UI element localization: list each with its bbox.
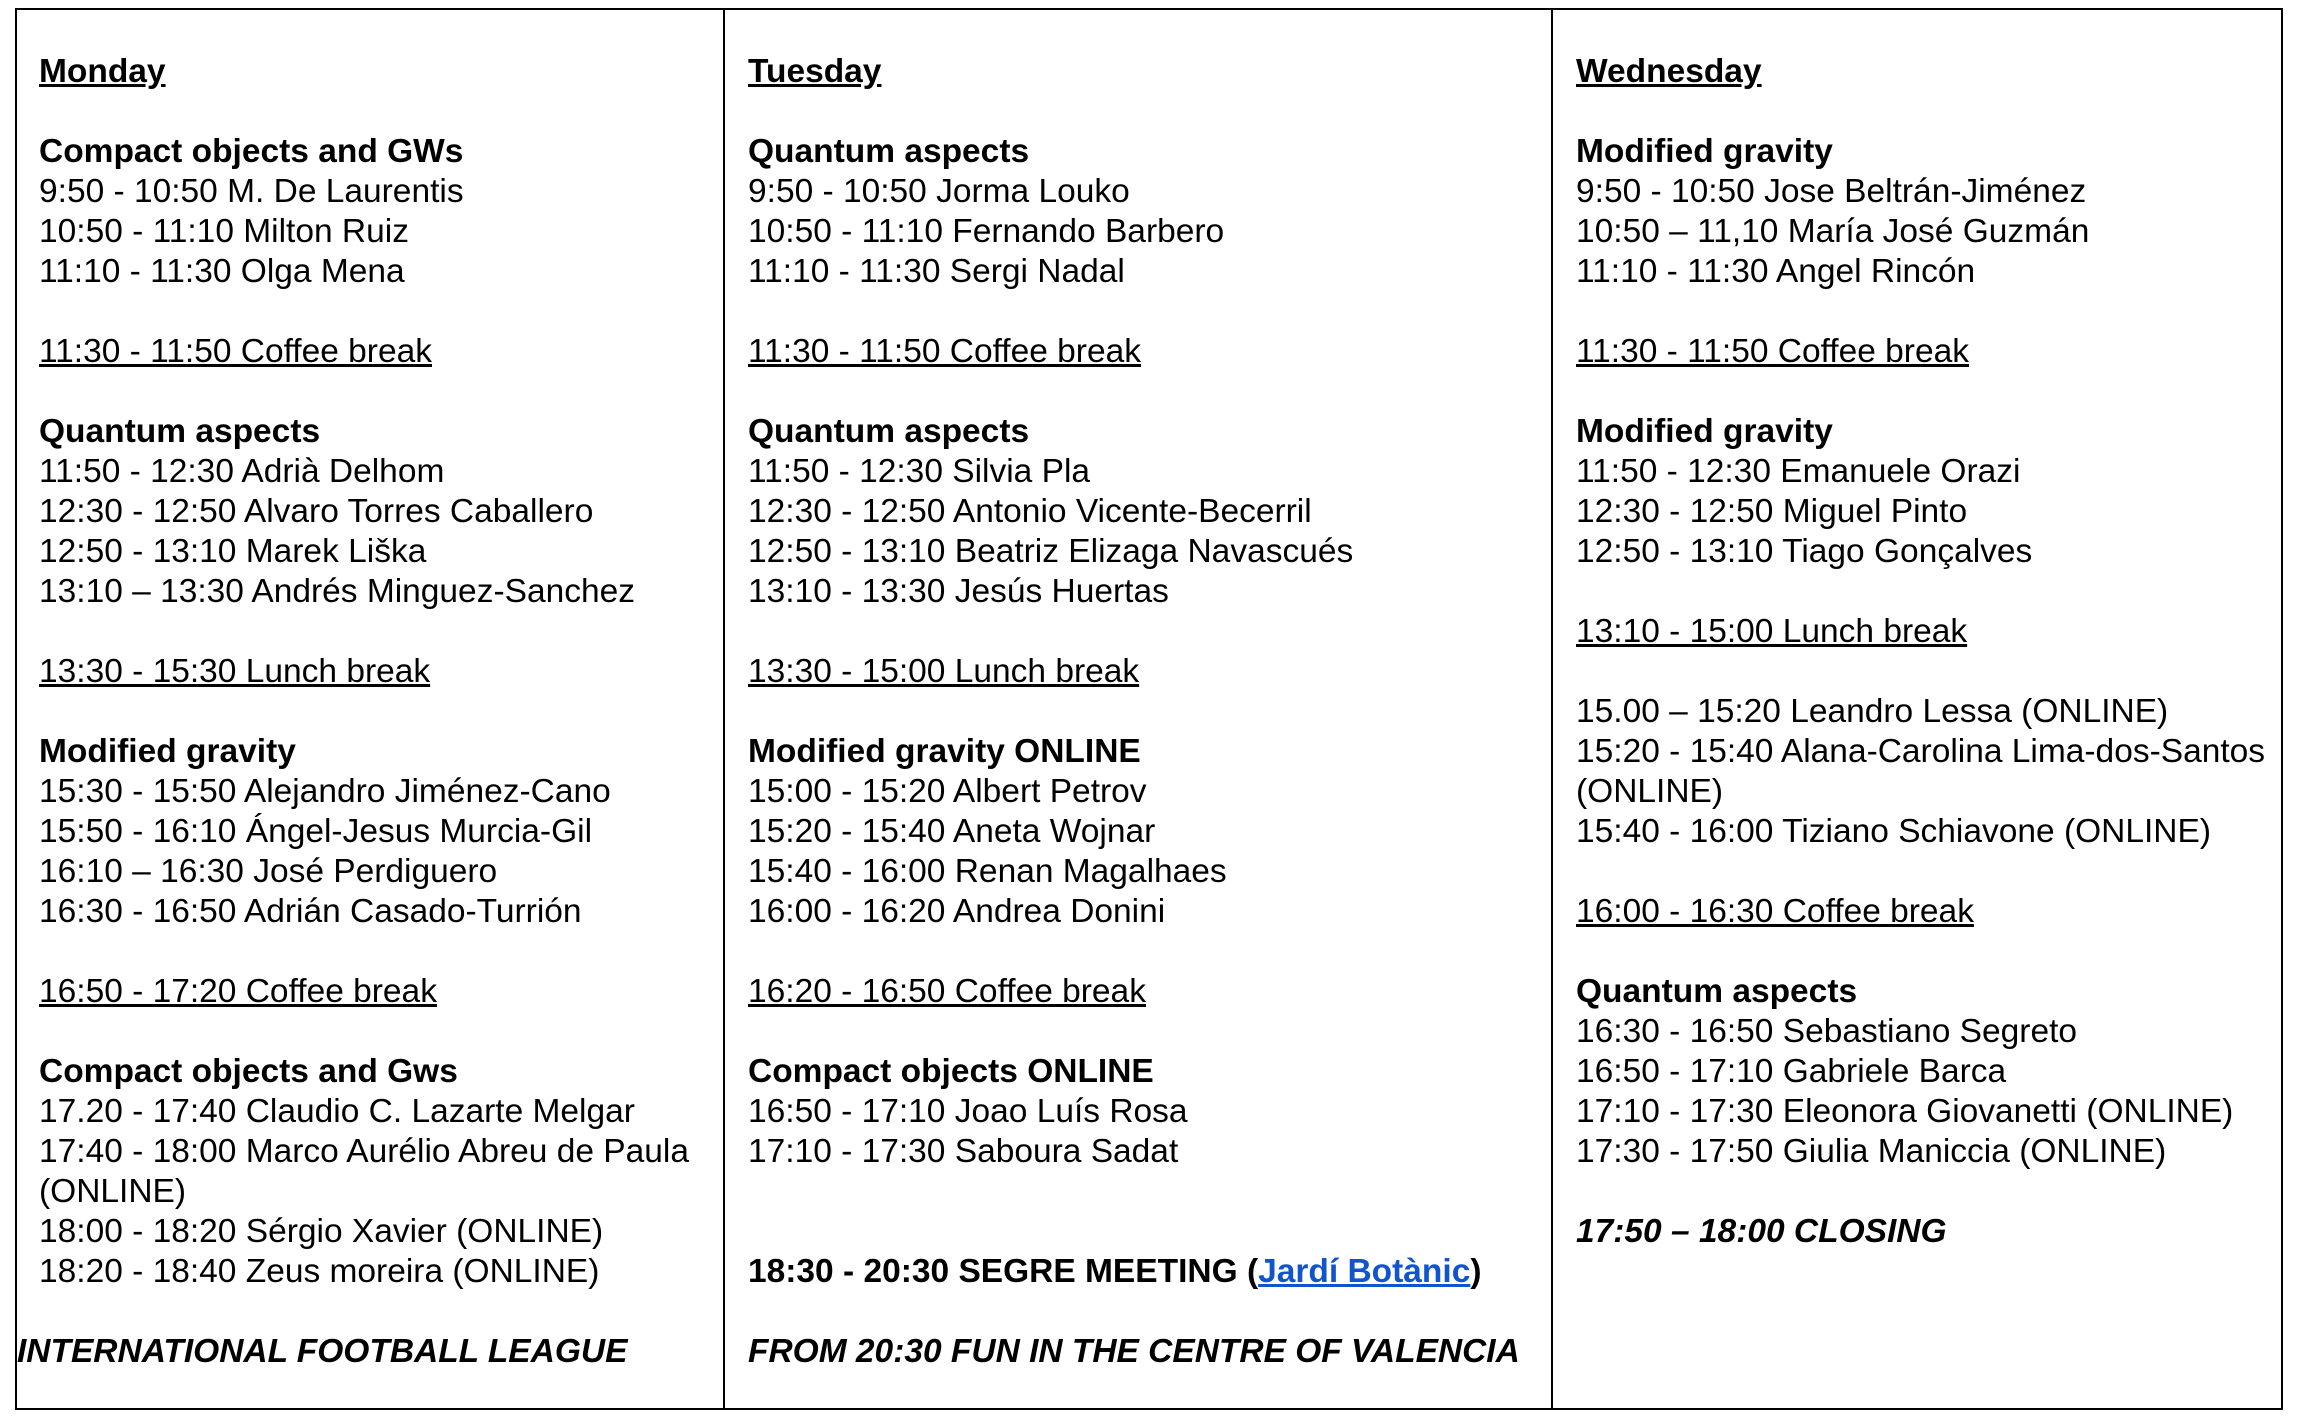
talk-item: 17:10 - 17:30 Saboura Sadat <box>748 1133 1179 1170</box>
talk-item: 12:30 - 12:50 Miguel Pinto <box>1576 493 1968 530</box>
segre-meeting <box>748 1252 1543 1292</box>
session-title: Quantum aspects <box>1576 973 1858 1010</box>
talk-item: 17:30 - 17:50 Giulia Maniccia (ONLINE) <box>1576 1133 2167 1170</box>
talk-item: 16:50 - 17:10 Gabriele Barca <box>1576 1053 2007 1090</box>
session-title: Modified gravity ONLINE <box>748 733 1141 770</box>
talk-item: 15:50 - 16:10 Ángel-Jesus Murcia-Gil <box>39 813 593 850</box>
break-item: 11:30 - 11:50 Coffee break <box>1576 333 1969 370</box>
talk-item: 17:10 - 17:30 Eleonora Giovanetti (ONLINE) <box>1576 1093 2234 1130</box>
session-title: Modified gravity <box>1576 413 1833 450</box>
talk-item: 12:50 - 13:10 Marek Liška <box>39 533 427 570</box>
monday-column <box>17 10 723 1408</box>
talk-item: 15:40 - 16:00 Renan Magalhaes <box>748 853 1227 890</box>
session-title: Modified gravity <box>1576 133 1833 170</box>
break-item: 13:30 - 15:00 Lunch break <box>748 653 1140 690</box>
day-heading: Monday <box>39 53 166 90</box>
session-title: Quantum aspects <box>748 133 1030 170</box>
session-title: Quantum aspects <box>39 413 321 450</box>
talk-item: 16:10 – 16:30 José Perdiguero <box>39 853 498 890</box>
talk-item: 13:10 - 13:30 Jesús Huertas <box>748 573 1169 610</box>
break-item: 13:30 - 15:30 Lunch break <box>39 653 431 690</box>
talk-item: 11:50 - 12:30 Silvia Pla <box>748 453 1091 490</box>
talk-item: 9:50 - 10:50 Jorma Louko <box>748 173 1130 210</box>
session-title: Compact objects and GWs <box>39 133 464 170</box>
talk-item: 10:50 – 11,10 María José Guzmán <box>1576 213 2090 250</box>
talk-item: 12:30 - 12:50 Antonio Vicente-Becerril <box>748 493 1312 530</box>
talk-item: 18:20 - 18:40 Zeus moreira (ONLINE) <box>39 1253 600 1290</box>
talk-item: 18:00 - 18:20 Sérgio Xavier (ONLINE) <box>39 1213 604 1250</box>
day-heading: Wednesday <box>1576 53 1762 90</box>
talk-item: 15:40 - 16:00 Tiziano Schiavone (ONLINE) <box>1576 813 2211 850</box>
talk-item: 13:10 – 13:30 Andrés Minguez-Sanchez <box>39 573 635 610</box>
talk-item: 17.20 - 17:40 Claudio C. Lazarte Melgar <box>39 1093 635 1130</box>
session-title: Modified gravity <box>39 733 296 770</box>
break-item: 11:30 - 11:50 Coffee break <box>39 333 432 370</box>
talk-item: 11:50 - 12:30 Adrià Delhom <box>39 453 445 490</box>
tuesday-column <box>723 10 1553 1408</box>
talk-item: 15:00 - 15:20 Albert Petrov <box>748 773 1147 810</box>
break-item: 16:50 - 17:20 Coffee break <box>39 973 437 1010</box>
closing-session: 17:50 – 18:00 CLOSING <box>1576 1213 1947 1250</box>
talk-item: 11:10 - 11:30 Angel Rincón <box>1576 253 1976 290</box>
session-title: Compact objects ONLINE <box>748 1053 1154 1090</box>
talk-item: 16:00 - 16:20 Andrea Donini <box>748 893 1166 930</box>
jardi-botanic-link[interactable]: Jardí Botànic <box>1258 1253 1471 1290</box>
talk-item: 10:50 - 11:10 Fernando Barbero <box>748 213 1225 250</box>
meeting-text: 18:30 - 20:30 SEGRE MEETING ( <box>748 1253 1259 1290</box>
talk-item: 9:50 - 10:50 Jose Beltrán-Jiménez <box>1576 173 2087 210</box>
session-title: Compact objects and Gws <box>39 1053 458 1090</box>
break-item: 16:20 - 16:50 Coffee break <box>748 973 1146 1010</box>
session-title: Quantum aspects <box>748 413 1030 450</box>
talk-item: 11:10 - 11:30 Olga Mena <box>39 253 405 290</box>
talk-item: 15.00 – 15:20 Leandro Lessa (ONLINE) <box>1576 693 2169 730</box>
talk-item: 15:20 - 15:40 Alana-Carolina Lima-dos-Santos (ONLINE) <box>1576 733 2266 810</box>
talk-item: 16:50 - 17:10 Joao Luís Rosa <box>748 1093 1188 1130</box>
talk-item: 15:30 - 15:50 Alejandro Jiménez-Cano <box>39 773 611 810</box>
talk-item: 12:50 - 13:10 Tiago Gonçalves <box>1576 533 2033 570</box>
talk-item: 17:40 - 18:00 Marco Aurélio Abreu de Paula (ONLINE) <box>39 1133 689 1210</box>
day-heading: Tuesday <box>748 53 882 90</box>
break-item: 11:30 - 11:50 Coffee break <box>748 333 1141 370</box>
talk-item: 12:50 - 13:10 Beatriz Elizaga Navascués <box>748 533 1354 570</box>
break-item: 16:00 - 16:30 Coffee break <box>1576 893 1974 930</box>
talk-item: 10:50 - 11:10 Milton Ruiz <box>39 213 409 250</box>
talk-item: 15:20 - 15:40 Aneta Wojnar <box>748 813 1156 850</box>
talk-item: 11:10 - 11:30 Sergi Nadal <box>748 253 1125 290</box>
schedule-table <box>15 8 2283 1410</box>
evening-event: FROM 20:30 FUN IN THE CENTRE OF VALENCIA <box>748 1333 1520 1370</box>
meeting-close: ) <box>1470 1253 1482 1290</box>
evening-event: INTERNATIONAL FOOTBALL LEAGUE <box>17 1333 628 1370</box>
talk-item: 9:50 - 10:50 M. De Laurentis <box>39 173 464 210</box>
talk-item: 12:30 - 12:50 Alvaro Torres Caballero <box>39 493 594 530</box>
break-item: 13:10 - 15:00 Lunch break <box>1576 613 1968 650</box>
talk-item: 16:30 - 16:50 Adrián Casado-Turrión <box>39 893 582 930</box>
talk-item: 16:30 - 16:50 Sebastiano Segreto <box>1576 1013 2078 1050</box>
talk-item: 11:50 - 12:30 Emanuele Orazi <box>1576 453 2021 490</box>
wednesday-column <box>1551 10 2281 1408</box>
